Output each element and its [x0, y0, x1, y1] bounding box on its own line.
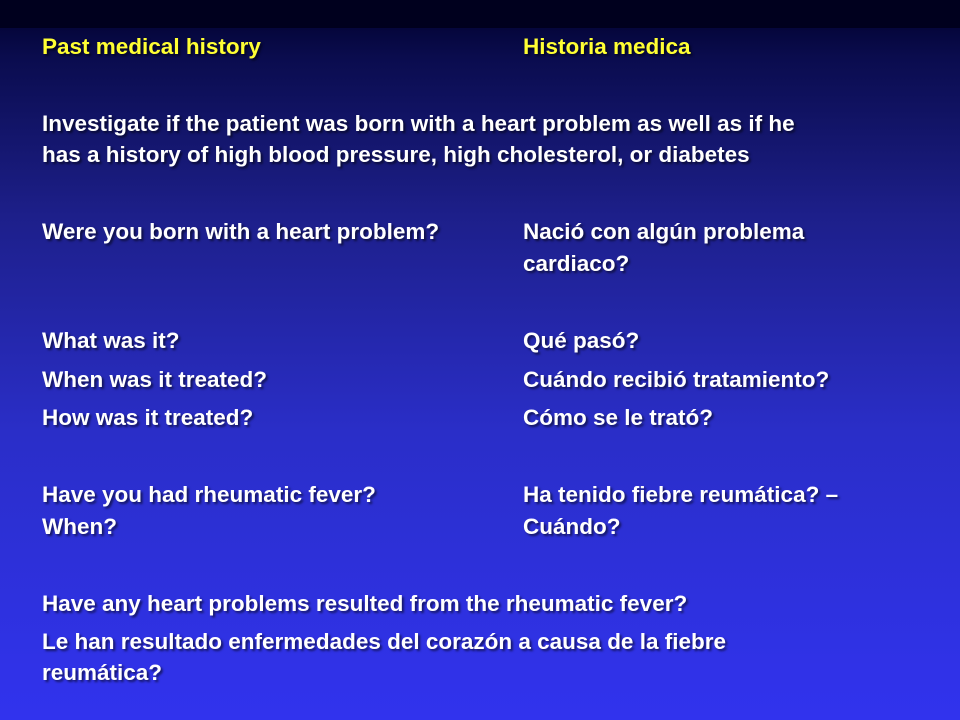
question-born-english: Were you born with a heart problem? — [42, 219, 440, 244]
closing-english: Have any heart problems resulted from the rheumatic fever? — [42, 591, 688, 616]
question-born-spanish-line-2: cardiaco? — [523, 251, 630, 276]
question-how-treated-english: How was it treated? — [42, 405, 254, 430]
question-how-treated-spanish: Cómo se le trató? — [523, 405, 714, 430]
closing-spanish-line-1: Le han resultado enfermedades del corazón a causa de la fiebre — [42, 629, 726, 654]
question-when-treated-spanish: Cuándo recibió tratamiento? — [523, 367, 830, 392]
question-what-spanish: Qué pasó? — [523, 328, 640, 353]
question-rheumatic-english-line-1: Have you had rheumatic fever? — [42, 482, 376, 507]
question-what-english: What was it? — [42, 328, 180, 353]
question-rheumatic-spanish-line-1: Ha tenido fiebre reumática? – — [523, 482, 839, 507]
slide-top-strip — [0, 0, 960, 28]
closing-spanish-line-2: reumática? — [42, 660, 163, 685]
question-born-spanish-line-1: Nació con algún problema — [523, 219, 805, 244]
heading-english: Past medical history — [42, 34, 261, 59]
heading-spanish: Historia medica — [523, 34, 691, 59]
intro-line-1: Investigate if the patient was born with a heart problem as well as if he — [42, 111, 795, 136]
intro-line-2: has a history of high blood pressure, high cholesterol, or diabetes — [42, 142, 750, 167]
question-when-treated-english: When was it treated? — [42, 367, 268, 392]
question-rheumatic-spanish-line-2: Cuándo? — [523, 514, 621, 539]
question-rheumatic-english-line-2: When? — [42, 514, 117, 539]
